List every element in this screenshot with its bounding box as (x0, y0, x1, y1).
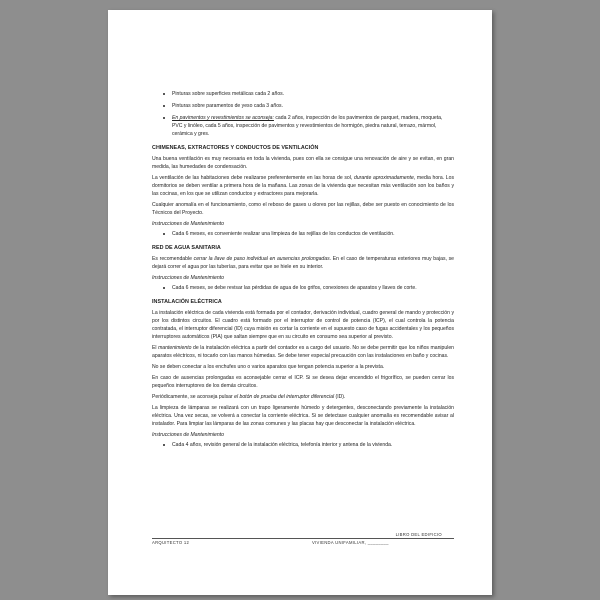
paragraph: La ventilación de las habitaciones debe realizarse preferentemente en las horas de sol, durante aproximadamente, media hora. Los dormitorios se deben ventilar a primera hora de la mañana. Las zonas de la vivienda que necesitan más ventilación son los baños y las cocinas, en los que se utilizan conductos y extractores para mejorarla. (152, 175, 455, 197)
section-title-agua: RED DE AGUA SANITARIA (152, 245, 221, 251)
list-item: Cada 6 meses, se debe revisar las pérdidas de agua de los grifos, conexiones de aparatos y llaves de corte. (172, 284, 454, 292)
list-item: Cada 4 años, revisión general de la instalación eléctrica, telefonía interior y antena de la vivienda. (172, 441, 454, 449)
maintenance-list (152, 230, 454, 238)
maintenance-list (152, 441, 454, 449)
document-page (108, 10, 492, 595)
paragraph: No se deben conectar a los enchufes uno o varios aparatos que tengan potencia superior a la prevista. (152, 364, 385, 370)
maintenance-note: Instrucciones de Mantenimiento (152, 221, 224, 227)
list-item: Pinturas sobre superficies metálicas cada 2 años. (172, 90, 454, 98)
maintenance-note: Instrucciones de Mantenimiento (152, 275, 224, 281)
list-item: Pinturas sobre paramentos de yeso cada 3 años. (172, 102, 454, 110)
maintenance-list (152, 284, 454, 292)
paragraph: En caso de ausencias prolongadas es aconsejable cerrar el ICP. Si se desea dejar encendido el frigorífico, se pueden cerrar los pequeños interruptores de los demás circuitos. (152, 375, 454, 389)
paragraph: Cualquier anomalía en el funcionamiento, como el reboso de gases u olores por las rejillas, debe ser puesto en conocimiento de los Técnicos del Proyecto. (152, 202, 454, 216)
footer-project: VIVIENDA UNIFAMILIAR, ________ (312, 540, 389, 545)
page-content (152, 90, 454, 453)
paragraph: Es recomendable cerrar la llave de paso individual en ausencias prolongadas. En el caso de temperaturas exteriores muy bajas, se dejará correr el agua por las tuberías, para evitar que se hiele en su interior. (152, 256, 454, 270)
section-title-electrica: INSTALACIÓN ELÉCTRICA (152, 299, 222, 305)
maintenance-note: Instrucciones de Mantenimiento (152, 432, 224, 438)
footer-document-title: LIBRO DEL EDIFICIO (395, 532, 442, 537)
intro-bullet-list (152, 90, 454, 138)
paragraph: El mantenimiento de la instalación eléctrica a partir del contador es a cargo del usuario. No se debe permitir que los niños manipulen aparatos eléctricos, ni tocarlo con las manos húmedas. Se debe tener especial precaución con las instalaciones en baño y cocinas. (152, 345, 454, 359)
footer-divider (152, 538, 454, 539)
paragraph: La limpieza de lámparas se realizará con un trapo ligeramente húmedo y detergentes, desconectando previamente la instalación eléctrica. Una vez secas, se volverá a conectar la corriente eléctrica. Si se detectase cualquier anomalía es recomendable avisar al instalador. Para limpiar las lámparas de las zonas comunes y las placas hay que desconectar la instalación eléctrica. (152, 405, 454, 427)
paragraph: Una buena ventilación es muy necesaria en toda la vivienda, pues con ella se consigue una renovación de aire y se evitan, en gran medida, las humedades de condensación. (152, 156, 454, 170)
footer-author: ARQUITECTO 12 (152, 540, 190, 545)
section-title-ventilacion: CHIMENEAS, EXTRACTORES Y CONDUCTOS DE VENTILACIÓN (152, 145, 319, 151)
paragraph: La instalación eléctrica de cada vivienda está formada por el contador, derivación individual, cuadro general de mando y protección y por los distintos circuitos. El cuadro está formado por el interruptor de control de potencia (ICP), el cual controla la potencia contratada, el interruptor diferencial (ID) cuya misión es cortar la corriente en el supuesto caso de fugas accidentales y los pequeños interruptores automáticos (PIA) que saltan siempre que en su circuito en consumo sea superior al previsto. (152, 310, 454, 340)
list-item: En pavimentos y revestimientos se aconseja: cada 2 años, inspección de los pavimentos de parquet, madera, moqueta, PVC y linóleo, cada 5 años, inspección de pavimentos y revestimientos de hormigón, piedra natural, terrazo, mármol, cerámica y gres. (172, 114, 454, 138)
paragraph: Periódicamente, se aconseja pulsar el botón de prueba del interruptor diferencial (ID). (152, 394, 346, 400)
list-item: Cada 6 meses, es conveniente realizar una limpieza de las rejillas de los conductos de ventilación. (172, 230, 454, 238)
